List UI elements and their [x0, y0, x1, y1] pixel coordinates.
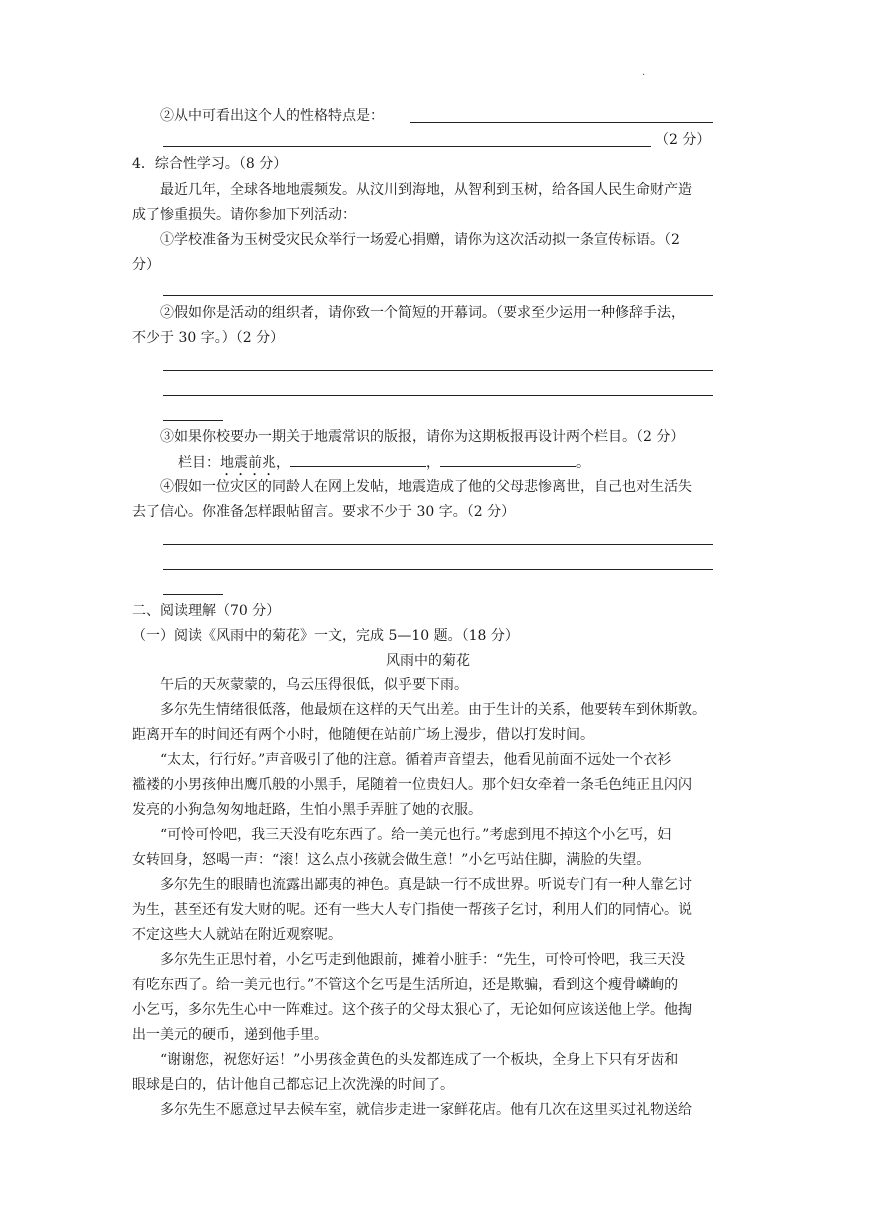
answer-line[interactable] [163, 295, 713, 296]
q4-3-prompt: ③如果你校要办一期关于地震常识的版报，请你为这期板报再设计两个栏目。（2 分） [160, 429, 685, 445]
answer-line[interactable] [163, 544, 713, 545]
answer-line[interactable] [163, 370, 713, 371]
section-2-title: 二、阅读理解（70 分） [132, 603, 281, 619]
q4-3-given-column: 地震前兆 [220, 455, 276, 471]
article-paragraph: 眼球是白的，估计他自己都忘记上次洗澡的时间了。 [132, 1077, 454, 1093]
article-paragraph: 出一美元的硬币，递到他手里。 [132, 1027, 328, 1043]
page-mark: · [642, 70, 646, 81]
answer-line[interactable] [163, 594, 223, 595]
q4-title: 4．综合性学习。（8 分） [132, 156, 288, 172]
q4-2-line-1: ②假如你是活动的组织者，请你致一个简短的开幕词。（要求至少运用一种修辞手法， [160, 305, 685, 321]
article-title: 风雨中的菊花 [386, 653, 470, 669]
q4-4-line-1: ④假如一位灾区的同龄人在网上发帖，地震造成了他的父母悲惨离世，自己也对生活失 [160, 479, 692, 495]
article-paragraph: 距离开车的时间还有两个小时，他随便在站前广场上漫步，借以打发时间。 [132, 727, 594, 743]
article-paragraph: 发亮的小狗急匆匆地赶路，生怕小黑手弄脏了她的衣服。 [132, 802, 482, 818]
q4-3-label: 栏目： [178, 455, 220, 471]
article-paragraph: 不定这些大人就站在附近观察呢。 [132, 927, 342, 943]
q4-4-line-2: 去了信心。你准备怎样跟帖留言。要求不少于 30 字。（2 分） [132, 504, 516, 520]
article-paragraph: 褴褛的小男孩伸出鹰爪般的小黑手，尾随着一位贵妇人。那个妇女牵着一条毛色纯正且闪闪 [132, 777, 692, 793]
article-paragraph: “谢谢您，祝您好运！”小男孩金黄色的头发都连成了一个板块，全身上下只有牙齿和 [160, 1052, 679, 1068]
q3-2-prompt: ②从中可看出这个人的性格特点是： [160, 108, 384, 124]
column-blank-1[interactable] [290, 452, 426, 467]
answer-line[interactable] [163, 569, 713, 570]
article-paragraph: 为生，甚至还有发大财的呢。还有一些大人专门指使一帮孩子乞讨，利用人们的同情心。说 [132, 902, 692, 918]
article-paragraph: 多尔先生的眼睛也流露出鄙夷的神色。真是缺一行不成世界。听说专门有一种人靠乞讨 [160, 877, 692, 893]
q4-3-columns: 栏目：地震前兆， ， 。 [178, 452, 590, 479]
q4-1-line-2: 分） [132, 257, 160, 273]
q4-2-line-2: 不少于 30 字。）（2 分） [132, 330, 285, 346]
article-paragraph: 午后的天灰蒙蒙的，乌云压得很低，似乎要下雨。 [160, 677, 468, 693]
article-paragraph: “可怜可怜吧，我三天没有吃东西了。给一美元也行。”考虑到甩不掉这个小乞丐，妇 [160, 827, 672, 843]
article-paragraph: 女转回身，怒喝一声：“滚！这么点小孩就会做生意！”小乞丐站住脚，满脸的失望。 [132, 852, 651, 868]
q4-intro-line-2: 成了惨重损失。请你参加下列活动： [132, 207, 356, 223]
section-2-part-1: （一）阅读《风雨中的菊花》一文，完成 5—10 题。（18 分） [132, 628, 519, 644]
answer-line[interactable] [410, 122, 713, 123]
column-blank-2[interactable] [440, 452, 576, 467]
article-paragraph: 小乞丐，多尔先生心中一阵难过。这个孩子的父母太狠心了，无论如何应该送他上学。他掏 [132, 1002, 692, 1018]
article-paragraph: 多尔先生不愿意过早去候车室，就信步走进一家鲜花店。他有几次在这里买过礼物送给 [160, 1102, 692, 1118]
article-paragraph: 多尔先生正思忖着，小乞丐走到他跟前，摊着小脏手：“先生，可怜可怜吧，我三天没 [160, 952, 686, 968]
q4-1-line-1: ①学校准备为玉树受灾民众举行一场爱心捐赠，请你为这次活动拟一条宣传标语。（2 [160, 232, 680, 248]
article-paragraph: 有吃东西了。给一美元也行。”不管这个乞丐是生活所迫，还是欺骗，看到这个瘦骨嶙峋的 [132, 977, 679, 993]
article-paragraph: “太太，行行好。”声音吸引了他的注意。循着声音望去，他看见前面不远处一个衣衫 [160, 752, 672, 768]
article-paragraph: 多尔先生情绪很低落，他最烦在这样的天气出差。由于生计的关系，他要转车到休斯敦。 [160, 702, 706, 718]
answer-line[interactable] [163, 146, 651, 147]
q3-2-score: （2 分） [655, 132, 711, 148]
answer-line[interactable] [163, 420, 223, 421]
answer-line[interactable] [163, 395, 713, 396]
q4-intro-line-1: 最近几年，全球各地地震频发。从汶川到海地，从智利到玉树，给各国人民生命财产造 [160, 182, 692, 198]
